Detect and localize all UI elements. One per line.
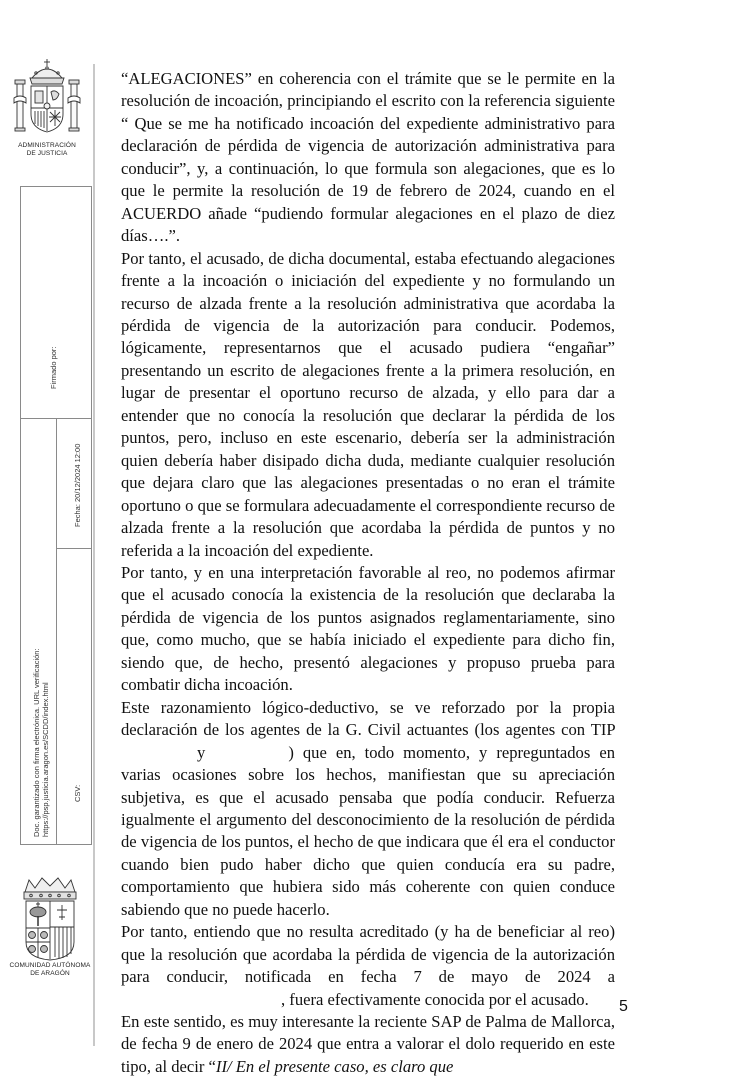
- document-body: [121, 68, 615, 1078]
- paragraph: [121, 921, 615, 1011]
- signature-box-divider: [56, 548, 91, 549]
- coat-of-arms-aragon-icon: [15, 872, 85, 962]
- page-number: 5: [619, 998, 628, 1015]
- seal-bottom-caption-line1: COMUNIDAD AUTÓNOMA: [9, 962, 91, 969]
- signature-box: [20, 186, 92, 845]
- coat-of-arms-spain-icon: [12, 56, 82, 142]
- csv-label: CSV:: [73, 784, 82, 802]
- quoted-italic-text: II/ En el presente caso, es claro que: [215, 1056, 454, 1076]
- paragraph-text: ) que en, todo momento, y repreguntados en varias ocasiones sobre los hechos, manifiestan que su apreciación subjetiva, es que el acusado pensaba que podía conducir. Refuerza igualmente el argumento del desconocimiento de la resolución de pérdida de vigencia de los puntos, el hecho de que indicara que él era el conductor cuando bien pudo haber dicho que quien conducía era su padre, comportamiento que hubiera sido más coherente con quien conduce sabiendo que no puede hacerlo.: [121, 742, 615, 919]
- paragraph-text: , fuera efectivamente conocida por el acusado.: [281, 989, 589, 1009]
- paragraph-text: Por tanto, entiendo que no resulta acreditado (y ha de beneficiar al reo) que la resolución que acordaba la pérdida de vigencia de la autorización para conducir, notificada en fecha 7 de mayo de 2024 a: [121, 922, 615, 987]
- paragraph-text: Este razonamiento lógico-deductivo, se ve reforzado por la propia declaración de los agentes de la G. Civil actuantes (los agentes con TIP: [121, 697, 615, 740]
- paragraph: Por tanto, y en una interpretación favorable al reo, no podemos afirmar que el acusado conocía la existencia de la resolución que declaraba la pérdida de vigencia de los puntos asignados reglamentariamente, sino que, como mucho, que se había iniciado el expediente para dicho fin, siendo que, de hecho, presentó alegaciones y propuso prueba para combatir dicha incoación.: [121, 562, 615, 695]
- seal-bottom-caption-line2: DE ARAGÓN: [30, 970, 70, 977]
- seal-top-caption-line1: ADMINISTRACIÓN: [18, 142, 76, 149]
- verification-text-line1: Doc. garantizado con firma electrónica. URL verificación:: [32, 648, 41, 837]
- signature-date: Fecha: 20/12/2024 12:00: [73, 443, 82, 527]
- paragraph: [121, 1011, 615, 1078]
- paragraph: Por tanto, el acusado, de dicha documental, estaba efectuando alegaciones frente a la incoación o iniciación del expediente y no formulando un recurso de alzada frente a la resolución administrativa que acordaba la pérdida de vigencia de la autorización para conducir. Podemos, lógicamente, representarnos que el acusado pudiera “engañar” presentando un escrito de alegaciones frente a la primera resolución, en lugar de presentar el oportuno recurso de alzada, y ello para dar a entender que no conocía la resolución que declarar la pérdida de los puntos, pero, incluso en este escenario, debería ser la administración quien debería haber disipado dicha duda, mediante cualquier resolución que dejara claro que las alegaciones presentadas o no eran el trámite oportuno o que se formulara adecuadamente el correspondiente recurso de alzada frente a la resolución que acordaba la pérdida de puntos y no referida a la incoación del expediente.: [121, 248, 615, 560]
- paragraph: “ALEGACIONES” en coherencia con el trámite que se le permite en la resolución de incoación, principiando el escrito con la referencia siguiente “ Que se me ha notificado incoación del expediente administrativo para declaración de pérdida de vigencia de autorización administrativa para conducir”, y, a continuación, lo que formula son alegaciones, que es lo que le permite la resolución de 19 de febrero de 2024, cuando en el ACUERDO añade “pudiendo formular alegaciones en el plazo de diez días….”.: [121, 69, 615, 246]
- signed-by-label: Firmado por:: [49, 346, 58, 389]
- seal-administracion-justicia: [6, 56, 88, 158]
- paragraph: [121, 697, 615, 922]
- seal-top-caption-line2: DE JUSTICIA: [26, 150, 68, 157]
- paragraph-text: y: [197, 742, 206, 762]
- seal-comunidad-aragon: [4, 872, 96, 978]
- signature-box-column-divider: [56, 418, 57, 845]
- paragraph-text: En este sentido, es muy interesante la reciente SAP de Palma de Mallorca, de fecha 9 de enero de 2024 que entra a valorar el dolo requerido en este tipo, al decir “: [121, 1012, 615, 1076]
- verification-url[interactable]: https://psp.justicia.aragon.es/SCDD/index.html: [41, 682, 50, 837]
